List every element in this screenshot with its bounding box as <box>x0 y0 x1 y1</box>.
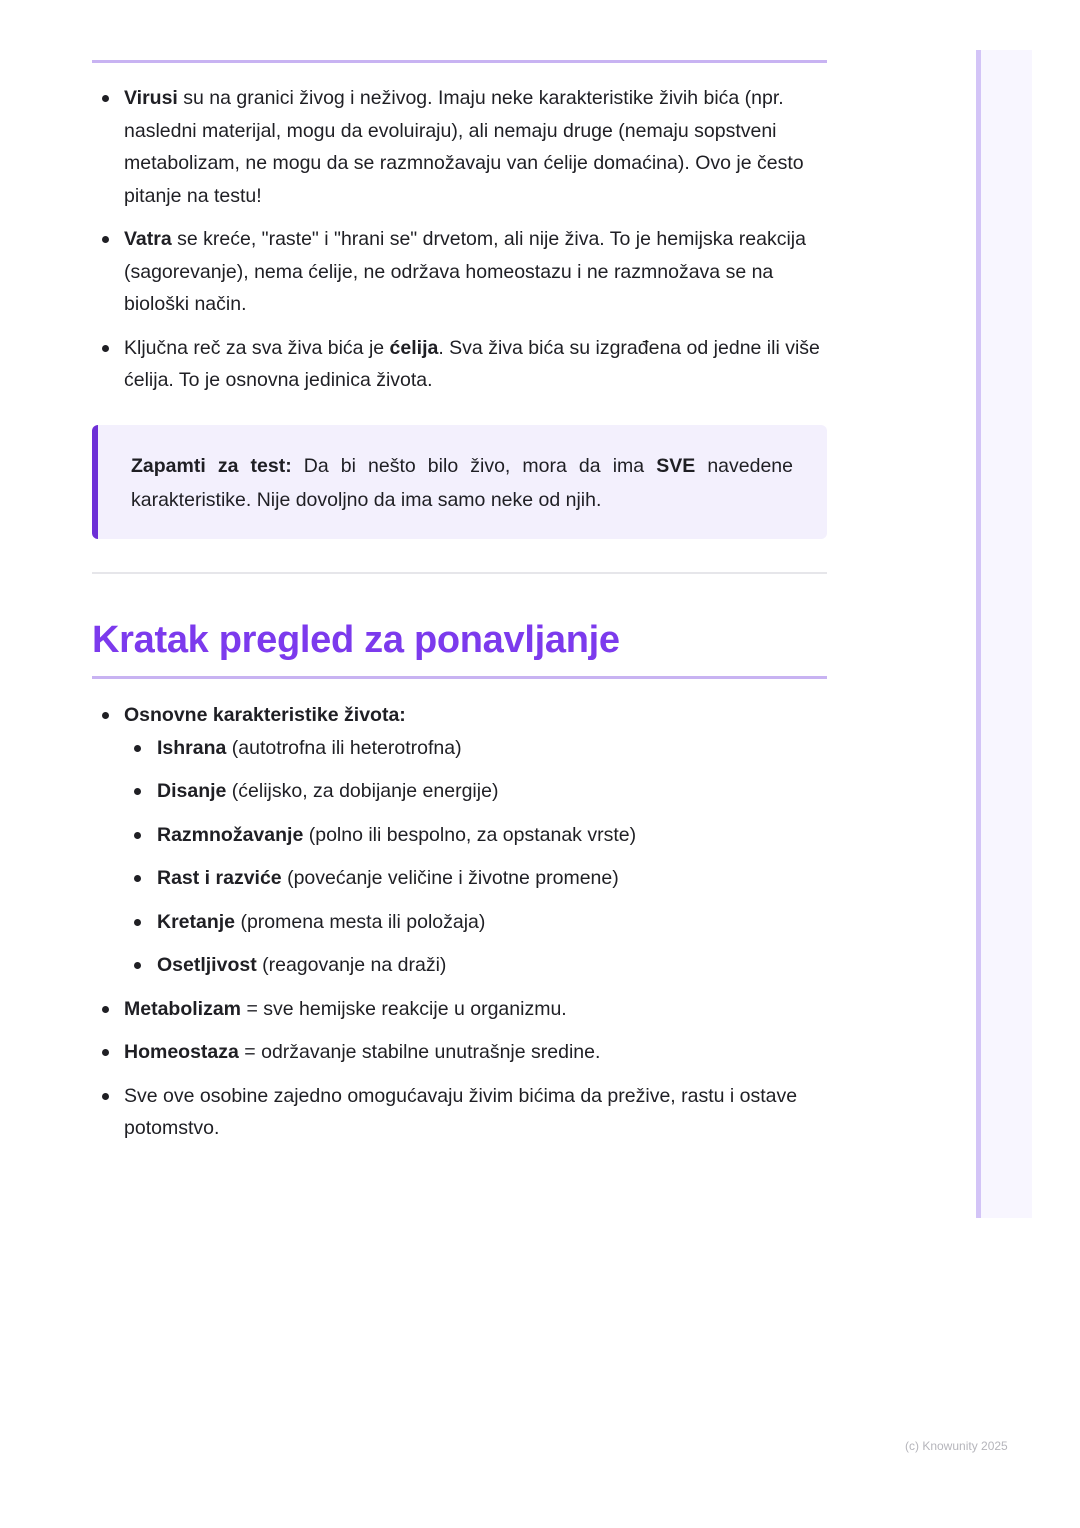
list-item-metabolism <box>92 993 827 1026</box>
term: Metabolizam <box>124 997 242 1020</box>
term-description: = održavanje stabilne unutrašnje sredine. <box>238 1041 601 1063</box>
term-description: (polno ili bespolno, za opstanak vrste) <box>303 823 637 846</box>
term-description: (povećanje veličine i životne promene) <box>281 867 619 889</box>
list-item-fire <box>92 223 827 321</box>
list-item-homeostasis <box>92 1036 827 1069</box>
term: Disanje <box>157 780 227 802</box>
term-description: (reagovanje na draži) <box>256 954 447 976</box>
term: Razmnožavanje <box>157 823 304 846</box>
list-item-viruses <box>92 82 827 212</box>
term-description: = sve hemijske reakcije u organizmu. <box>241 997 567 1020</box>
term: Kretanje <box>157 910 236 933</box>
section-divider <box>92 572 827 574</box>
callout-label: Zapamti za test: <box>131 455 292 477</box>
term: Osetljivost <box>157 954 257 976</box>
term: Homeostaza <box>124 1041 239 1063</box>
list-item-cell <box>92 332 827 397</box>
sublist-item <box>124 949 827 982</box>
remember-callout <box>92 425 827 539</box>
sublist-item <box>124 819 827 852</box>
callout-text: Da bi nešto bilo živo, mora da ima <box>291 455 657 477</box>
characteristics-sublist <box>124 732 827 982</box>
term-fire: Vatra <box>124 228 172 250</box>
list-item-text: . Sva živa bića su izgrađena od jedne ili više ćelija. To je osnovna jedinica života. <box>124 336 820 391</box>
characteristics-label: Osnovne karakteristike života: <box>124 704 406 726</box>
term: Ishrana <box>157 736 227 759</box>
term-description: (ćelijsko, za dobijanje energije) <box>226 780 499 802</box>
list-item-text: Sve ove osobine zajedno omogućavaju živim bićima da prežive, rastu i ostave potomstvo. <box>124 1084 798 1139</box>
list-item-summary <box>92 1080 827 1145</box>
side-panel <box>976 50 1032 1218</box>
sublist-item <box>124 906 827 939</box>
list-item-text: se kreće, "raste" i "hrani se" drvetom, ali nije živa. To je hemijska reakcija (sagorevanje), nema ćelije, ne održava homeostazu i ne razmnožava se na biološki način. <box>124 228 806 315</box>
term-viruses: Virusi <box>124 87 178 109</box>
copyright-footer: (c) Knowunity 2025 <box>905 1439 1008 1453</box>
sublist-item <box>124 775 827 808</box>
term-cell: ćelija <box>389 336 439 359</box>
sublist-item <box>124 732 827 765</box>
top-rule <box>92 60 827 63</box>
callout-text: navedene karakteristike. Nije dovoljno da ima samo neke od njih. <box>131 455 793 511</box>
list-item-text: su na granici živog i neživog. Imaju neke karakteristike živih bića (npr. nasledni materijal, mogu da evoluiraju), ali nemaju druge (nemaju sopstveni metabolizam, ne mogu da se razmnožavaju van ćelije domaćina). Ovo je često pitanje na testu! <box>124 87 804 207</box>
list-item-characteristics <box>92 699 827 982</box>
callout-emphasis: SVE <box>656 455 696 477</box>
notes-list <box>92 82 827 408</box>
term: Rast i razviće <box>157 867 282 889</box>
section-heading: Kratak pregled za ponavljanje <box>92 619 620 661</box>
term-description: (autotrofna ili heterotrofna) <box>226 736 462 759</box>
summary-list <box>92 699 827 1156</box>
list-item-text: Ključna reč za sva živa bića je <box>124 336 390 359</box>
sublist-item <box>124 862 827 895</box>
heading-underline <box>92 676 827 679</box>
term-description: (promena mesta ili položaja) <box>235 910 486 933</box>
